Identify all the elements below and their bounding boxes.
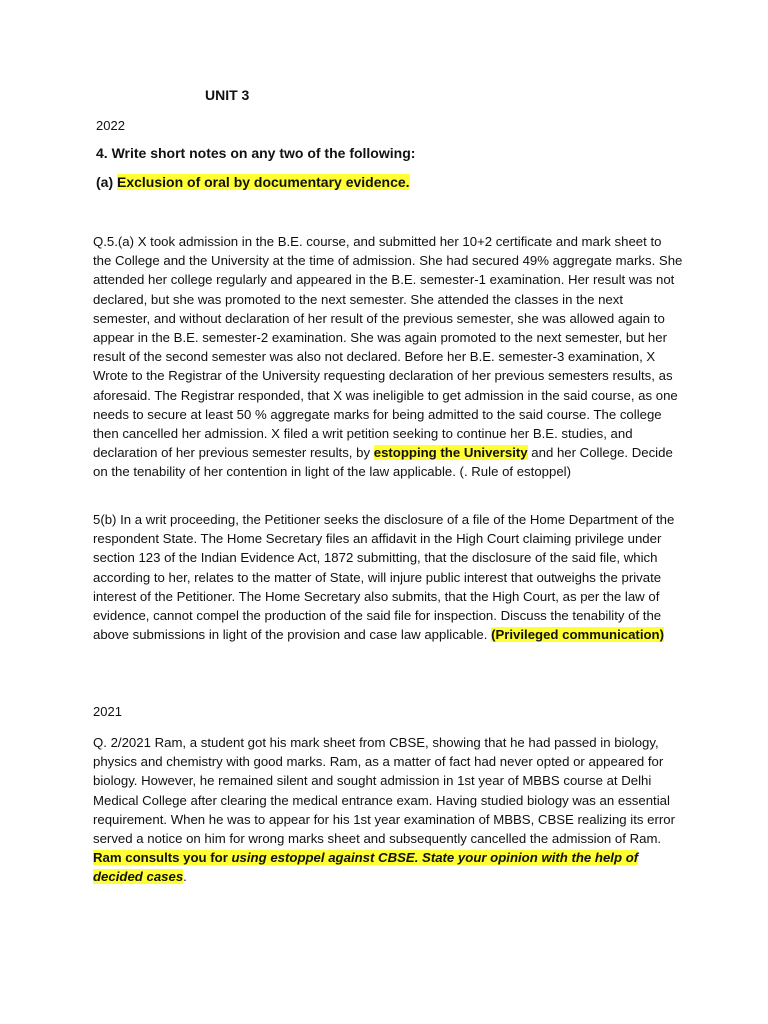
- year-2021-label: 2021: [93, 704, 122, 719]
- question-2-2021-paragraph: [93, 733, 683, 887]
- unit-title: UNIT 3: [205, 87, 250, 103]
- question-2-2021-text: Q. 2/2021 Ram, a student got his mark sheet from CBSE, showing that he had passed in biology, physics and chemistry with good marks. Ram, as a matter of fact had never opted or appeared for biology. However, he remained silent and sought admission in 1st year of MBBS course at Delhi Medical College after clearing the medical entrance exam. Having studied biology was an essential requirement. When he was to appear for his 1st year examination of MBBS, CBSE realizing its error served a notice on him for wrong marks sheet and subsequently cancelled the admission of Ram.: [93, 735, 675, 847]
- question-4a-highlight: Exclusion of oral by documentary evidence.: [117, 174, 410, 190]
- question-2-2021-highlight-bold: Ram consults you for: [93, 850, 232, 866]
- year-2022-label: 2022: [96, 118, 125, 133]
- question-2-2021-text-end: .: [183, 869, 187, 885]
- question-5b-paragraph: [93, 510, 683, 644]
- question-4a-prefix: (a): [96, 174, 117, 190]
- question-4-heading: 4. Write short notes on any two of the following:: [96, 145, 416, 161]
- question-4a: [96, 174, 410, 190]
- question-5a-text-after: and her College. Decide on the tenability of her contention in light of the law applicable. (. Rule of estoppel): [93, 445, 673, 480]
- question-5a-text: Q.5.(a) X took admission in the B.E. course, and submitted her 10+2 certificate and mark sheet to the College and the University at the time of admission. She had secured 49% aggregate marks. She attended her college regularly and appeared in the B.E. semester-1 examination. Her result was not declared, but she was promoted to the next semester. She attended the classes in the next semester, and without declaration of her result of the previous semester, she was allowed again to appear in the B.E. semester-2 examination. She was again promoted to the next semester, but her result of the second semester was also not declared. Before her B.E. semester-3 examination, X Wrote to the Registrar of the University requesting declaration of her previous semesters results, as aforesaid. The Registrar responded, that X was ineligible to get admission in the said course, as one needs to secure at least 50 % aggregate marks for being admitted to the said course. The college then cancelled her admission. X filed a writ petition seeking to continue her B.E. studies, and declaration of her previous semester results, by: [93, 234, 683, 461]
- question-5a-highlight: estopping the University: [373, 445, 528, 461]
- question-2-2021-highlight-bold-italic: using estoppel against CBSE. State your opinion with the help of decided cases: [93, 850, 639, 885]
- question-5a-paragraph: [93, 232, 683, 482]
- question-5b-text: 5(b) In a writ proceeding, the Petitioner seeks the disclosure of a file of the Home Department of the respondent State. The Home Secretary files an affidavit in the High Court claiming privilege under section 123 of the Indian Evidence Act, 1872 submitting, that the disclosure of the said file, which according to her, relates to the matter of State, will injure public interest that outweighs the private interest of the Petitioner. The Home Secretary also submits, that the High Court, as per the law of evidence, cannot compel the production of the said file for inspection. Discuss the tenability of the above submissions in light of the provision and case law applicable.: [93, 512, 675, 643]
- question-5b-highlight: (Privileged communication): [491, 627, 664, 643]
